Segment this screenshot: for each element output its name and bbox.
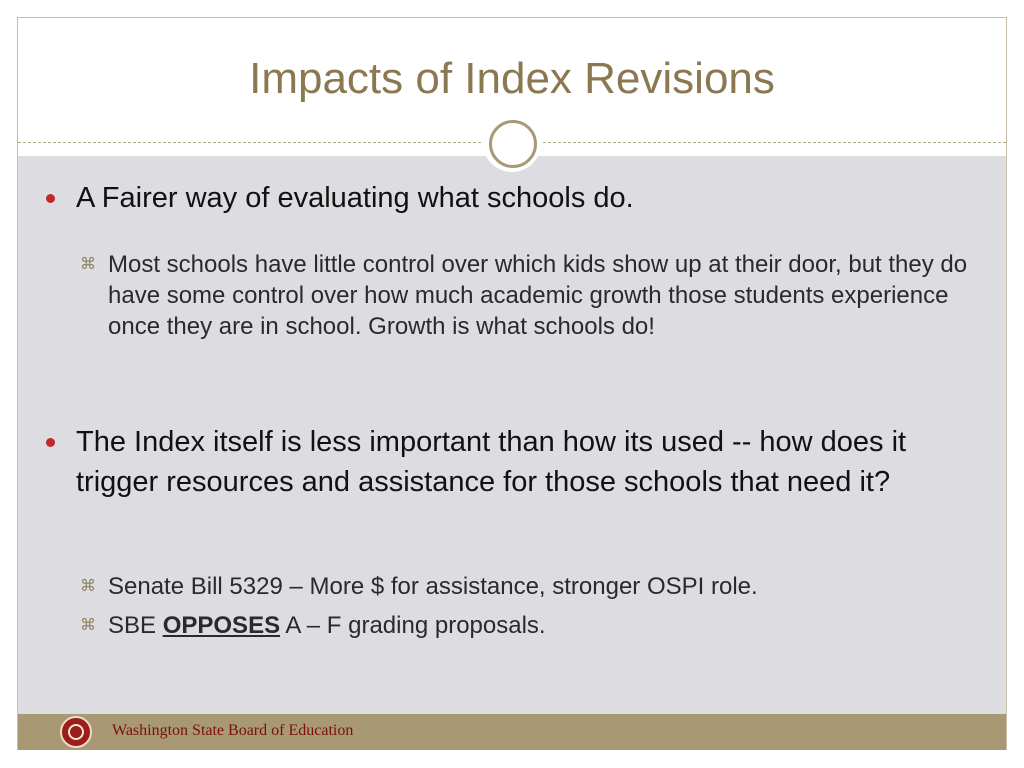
sub-bullet-suffix: A – F grading proposals. bbox=[280, 612, 546, 639]
bullet-dot-icon bbox=[46, 438, 55, 447]
sub-bullet-text: Most schools have little control over which kids show up at their door, but they do have some control over how much academic growth those students experience once they are in school. Growth is what schools do! bbox=[108, 251, 968, 340]
quatrefoil-bullet-icon: ⌘ bbox=[80, 617, 96, 634]
bullet-level1 bbox=[46, 422, 976, 502]
slide bbox=[17, 17, 1007, 750]
bullet-level2 bbox=[80, 249, 980, 342]
quatrefoil-bullet-icon: ⌘ bbox=[80, 578, 96, 595]
slide-title: Impacts of Index Revisions bbox=[249, 54, 775, 103]
seal-inner-ring bbox=[68, 724, 84, 740]
content-area bbox=[18, 156, 1006, 714]
bullet-level2 bbox=[80, 571, 980, 602]
emphasis-text: OPPOSES bbox=[162, 612, 281, 639]
bullet-level1 bbox=[46, 178, 976, 218]
quatrefoil-bullet-icon: ⌘ bbox=[80, 256, 96, 273]
bullet-text: The Index itself is less important than how its used -- how does it trigger resources and assistance for those schools that need it? bbox=[76, 426, 907, 498]
state-seal-icon bbox=[60, 716, 92, 748]
bullet-level2 bbox=[80, 610, 980, 641]
bullet-dot-icon bbox=[46, 194, 55, 203]
footer-bar bbox=[18, 714, 1006, 750]
ring-ornament-inner bbox=[489, 120, 537, 168]
bullet-text: A Fairer way of evaluating what schools do. bbox=[76, 182, 634, 214]
sub-bullet-text: Senate Bill 5329 – More $ for assistance, stronger OSPI role. bbox=[108, 573, 758, 600]
footer-organization: Washington State Board of Education bbox=[112, 722, 354, 739]
sub-bullet-prefix: SBE bbox=[108, 612, 163, 639]
sub-bullet-text bbox=[108, 610, 980, 641]
ring-ornament-icon bbox=[483, 114, 541, 172]
